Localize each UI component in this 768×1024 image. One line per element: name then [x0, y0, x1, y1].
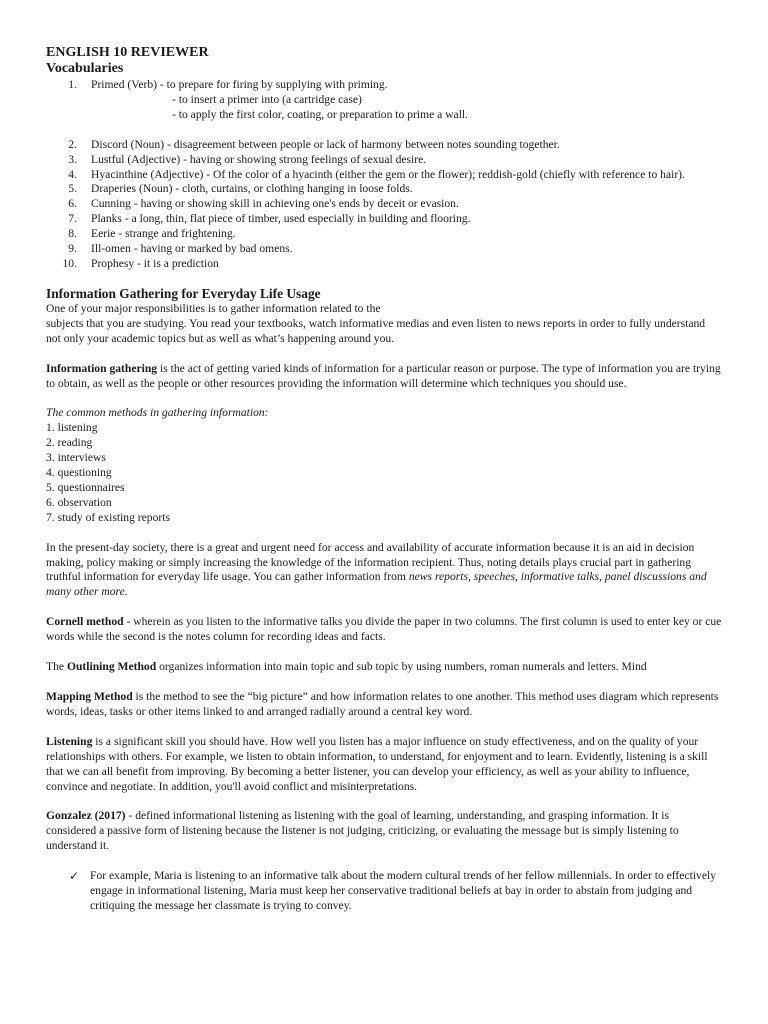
vocab-item	[46, 153, 722, 168]
vocab-text: Ill-omen - having or marked by bad omens.	[91, 242, 293, 256]
cornell-paragraph	[46, 615, 722, 645]
list-item	[69, 869, 722, 914]
definition-text: is a significant skill you should have. How well you listen has a major influence on study effectiveness, and on the quality of your relationships with others. For example, we listen to obtain information, to understand, for enjoyment and to learn. Evidently, listening is a skill that we can all benefit from improving. By becoming a better listener, you can develop your efficiency, as well as your ability to influence, convince and negotiate. In addition, you'll avoid conflict and misinterpretations.	[46, 734, 708, 793]
vocab-text: Discord (Noun) - disagreement between people or lack of harmony between notes sounding together.	[91, 137, 560, 151]
term: Listening	[46, 734, 93, 748]
prefix-text: The	[46, 660, 67, 674]
definition-text: organizes information into main topic and sub topic by using numbers, roman numerals and letters. Mind	[156, 660, 647, 674]
methods-heading: The common methods in gathering information:	[46, 406, 269, 420]
emphasis-text: news reports, speeches, informative talks, panel discussions and many other more.	[46, 570, 707, 599]
document-title: ENGLISH 10 REVIEWER	[46, 45, 209, 60]
vocab-number: 6.	[68, 197, 77, 211]
example-list	[46, 869, 722, 914]
list-item: 1. listening	[46, 421, 98, 435]
definition-text: - wherein as you listen to the informative talks you divide the paper in two columns. The first column is used to enter key or cue words while the second is the notes column for recording ideas and facts.	[46, 615, 722, 644]
vocab-list	[46, 78, 722, 272]
list-item: 4. questioning	[46, 466, 112, 480]
methods-list	[46, 421, 722, 525]
vocab-item	[46, 168, 722, 183]
vocab-item	[46, 212, 722, 227]
definition-text: - defined informational listening as listening with the goal of learning, understanding, and grasping information. It is considered a passive form of listening because the listener is not judging, criticizing, or evaluating the message but is simply listening to understand it.	[46, 809, 679, 853]
term: Cornell method	[46, 615, 124, 629]
vocab-text: Eerie - strange and frightening.	[91, 227, 236, 241]
list-item: 7. study of existing reports	[46, 510, 170, 524]
vocab-number: 1.	[68, 78, 77, 91]
present-day-paragraph	[46, 541, 722, 601]
mapping-paragraph	[46, 690, 722, 720]
vocab-text: Planks - a long, thin, flat piece of timber, used especially in building and flooring.	[91, 212, 471, 226]
vocab-text: Prophesy - it is a prediction	[91, 256, 219, 270]
vocab-heading: Vocabularies	[46, 61, 124, 76]
vocab-item	[46, 227, 722, 242]
intro-line: One of your major responsibilities is to gather information related to the	[46, 301, 381, 315]
definition-text: is the method to see the “big picture” and how information relates to one another. This method uses diagram which represents words, ideas, tasks or other items linked to and arranged radially around a central key word.	[46, 690, 719, 718]
vocab-number: 3.	[68, 152, 77, 166]
list-spacer	[46, 123, 722, 138]
vocab-number: 7.	[68, 212, 77, 226]
paragraph-text: In the present-day society, there is a great and urgent need for access and availability of accurate information because it is an aid in decision making, policy making or simply increasing the knowledge of the information recipient. Thus, noting details plays crucial part in gathering truthful information for everyday life usage. You can gather information from	[46, 540, 695, 584]
vocab-text: Cunning - having or showing skill in achieving one's ends by deceit or evasion.	[91, 197, 459, 211]
vocab-text: Primed (Verb) - to prepare for firing by supplying with priming.	[91, 78, 388, 91]
term: Information gathering	[46, 361, 158, 375]
vocab-sub-definition: - to insert a primer into (a cartridge case)	[172, 92, 362, 106]
intro-line: subjects that you are studying. You read your textbooks, watch informative medias and even listen to news reports in order to fully understand not only your academic topics but as well as what’s happening around you.	[46, 316, 706, 345]
list-item: 2. reading	[46, 436, 93, 450]
intro-paragraph	[46, 302, 722, 347]
gonzalez-paragraph	[46, 809, 722, 854]
definition-paragraph	[46, 362, 722, 392]
vocab-item	[46, 78, 722, 123]
vocab-text: Draperies (Noun) - cloth, curtains, or clothing hanging in loose folds.	[91, 182, 413, 196]
vocab-item	[46, 182, 722, 197]
term: Outlining Method	[66, 660, 157, 674]
check-icon: ✓	[69, 869, 80, 884]
term: Gonzalez (2017)	[46, 809, 126, 823]
list-item: 3. interviews	[46, 451, 106, 465]
example-text: For example, Maria is listening to an informative talk about the modern cultural trends of her fellow millennials. In order to effectively engage in informational listening, Maria must keep her conservative traditional beliefs at bay in order to abstain from judging and critiquing the message her classmate is trying to convey.	[90, 869, 716, 912]
definition-text: is the act of getting varied kinds of information for a particular reason or purpose. The type of information you are trying to obtain, as well as the people or other resources providing the information will determine which techniques you should use.	[46, 361, 721, 390]
outlining-paragraph	[46, 660, 722, 675]
vocab-number: 9.	[68, 242, 77, 256]
vocab-item	[46, 257, 722, 272]
list-item: 5. questionnaires	[46, 480, 125, 494]
vocab-sub-definition: - to apply the first color, coating, or preparation to prime a wall.	[172, 107, 469, 121]
vocab-item	[46, 242, 722, 257]
vocab-item	[46, 138, 722, 153]
term: Mapping Method	[46, 690, 133, 703]
listening-paragraph	[46, 735, 722, 795]
vocab-text: Hyacinthine (Adjective) - Of the color of a hyacinth (either the gem or the flower); reddish-gold (chiefly with reference to hair).	[91, 167, 685, 181]
vocab-number: 5.	[68, 182, 77, 196]
vocab-number: 10.	[62, 256, 77, 270]
vocab-item	[46, 197, 722, 212]
vocab-number: 8.	[68, 227, 77, 241]
vocab-text: Lustful (Adjective) - having or showing strong feelings of sexual desire.	[91, 152, 427, 166]
vocab-number: 4.	[68, 167, 77, 181]
vocab-number: 2.	[68, 137, 77, 151]
section-heading: Information Gathering for Everyday Life Usage	[46, 285, 321, 301]
list-item: 6. observation	[46, 495, 112, 509]
